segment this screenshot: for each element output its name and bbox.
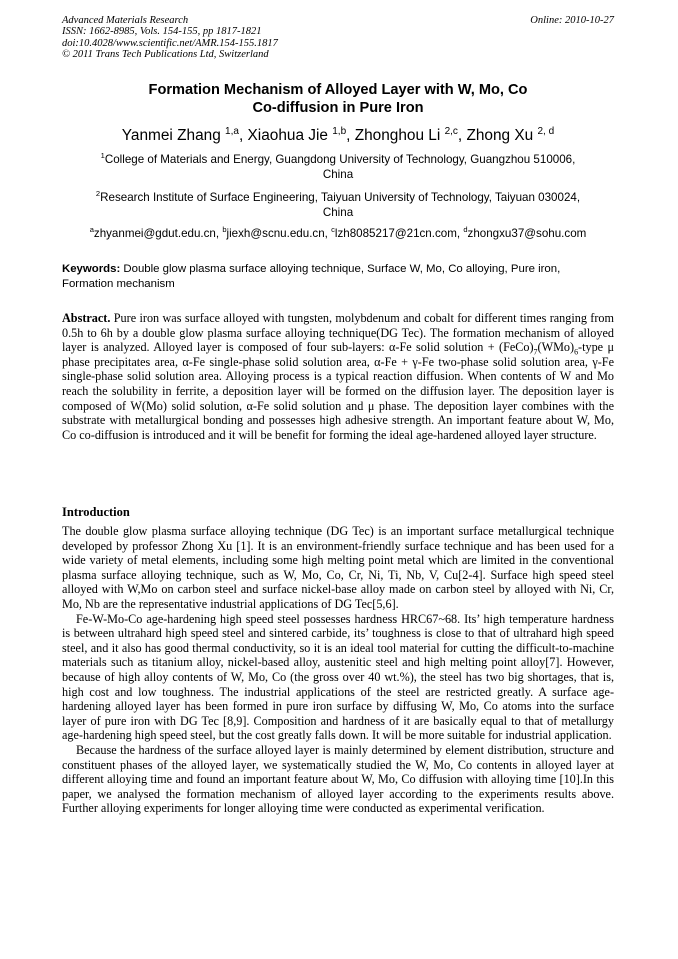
keywords-section xyxy=(62,262,614,292)
author-list: Yanmei Zhang $^{1,a}$, Xiaohua Jie $^{1,b}$, Zhonghou Li $^{2,c}$, Zhong Xu $^{2, d}$ xyxy=(121,125,555,144)
doi-line: doi:10.4028/www.scientific.net/AMR.154-155.1817 xyxy=(62,37,278,49)
introduction-body xyxy=(62,524,614,816)
keywords-label: Keywords: xyxy=(62,263,121,275)
intro-paragraph: Because the hardness of the surface alloyed layer is mainly determined by element distribution, structure and constituent phases of the alloyed layer, we systematically studied the W, Mo, Co contents in alloyed layer at different alloying time and found an important feature about W, Mo, Co diffusion with alloying time [10].In this paper, we analysed the formation mechanism of alloyed layer according to the experiments results above. Further alloying experiments for longer alloying time were conducted as experimental verification. xyxy=(62,742,614,816)
abstract-label: Abstract. xyxy=(62,311,111,325)
author-name: Zhonghou Li xyxy=(354,127,441,144)
abstract-text-3: -type μ phase precipitates area, α-Fe single-phase solid solution area, α-Fe + γ-Fe two-phase solid solution area, γ-Fe single-phase solid solution area. Alloying process is a typical reaction diffusion. When contents of W and Mo reach the solubility in ferrite, a deposition layer will be formed on the diffusion layer. The deposition layer is composed of W(Mo) solid solution, α-Fe solid solution and μ phase. The deposition layer combines with the substrate with metallurgical bonding and possesses high adhesive strength. An important feature about W, Mo, Co co-diffusion is introduced and it will be benefit for forming the ideal age-hardened alloyed layer structure. xyxy=(62,340,614,442)
author-affil-sup: 2, d xyxy=(537,125,555,137)
online-date: Online: 2010-10-27 xyxy=(530,15,614,26)
issn-line: ISSN: 1662-8985, Vols. 154-155, pp 1817-1821 xyxy=(62,26,262,38)
journal-name: Advanced Materials Research xyxy=(62,15,189,26)
email-address[interactable]: lzh8085217@21cn.com xyxy=(334,227,457,240)
author-name: Xiaohua Jie xyxy=(247,127,328,144)
title-line-2: Co-diffusion in Pure Iron xyxy=(252,99,424,116)
intro-paragraph: The double glow plasma surface alloying technique (DG Tec) is an important surface metallurgical technique developed by professor Zhong Xu [1]. It is an environment-friendly surface technique and has been used for a wide variety of metal elements, including some high melting point metal which are limited in the conventional plasma surface alloying technique, such as W, Mo, Co, Cr, Ni, Ti, Nb, V, Cu[2-4]. Surface high speed steel alloyed with W,Mo on carbon steel and surface nickel-base alloy made on carbon steel by alloyed with Ni, Cr, Mo, Nb are the representative industrial applications of DG Tec[5,6]. xyxy=(62,524,614,611)
author-name: Yanmei Zhang xyxy=(121,127,221,144)
affil-sup: 2 xyxy=(95,189,101,199)
abstract-text-1: Pure iron was surface alloyed with tungsten, molybdenum and cobalt for different times ranging from 0.5h to 6h by a double glow plasma surface alloying technique(DG Tec). The formation mechanism of alloyed layer is analyzed. Alloyed layer is composed of four sub-layers: α-Fe solid solution + (FeCo) xyxy=(62,311,614,355)
abstract-text-2: (WMo) xyxy=(537,340,575,355)
affil-sup: 1 xyxy=(100,151,105,161)
intro-paragraph: Fe-W-Mo-Co age-hardening high speed steel possesses hardness HRC67~68. Its’ high temperature hardness is between ultrahard high speed steel and sintered carbide, its’ toughness is close to that of ultrahard high speed steel, and it also has good thermal conductivity, so it is an ideal tool material for cutting the difficult-to-machine materials such as titanium alloy, nickel-based alloy, austenitic steel and high melting point alloy[7]. However, because of high alloy contents of W, Mo, Co (the gross over 40 wt.%), the steel has two big shortages, that is, high cost and low toughness. The industrial applications of the steel are restricted greatly. A surface age-hardening alloyed layer has been formed in pure iron surface by diffusing W, Mo, Co atoms into the surface layer of pure iron with DG Tec [8,9]. Composition and hardness of it are basically equal to that of metallurgy age-hardening high speed steel, but the cost greatly falls down. It will be more suitable for industrial application. xyxy=(62,611,614,743)
email-list: $^a$zhyanmei@gdut.edu.cn, $^b$jiexh@scnu.edu.cn, $^c$lzh8085217@21cn.com, $^d$zhongxu37@sohu.com xyxy=(89,225,587,240)
paper-title xyxy=(62,82,614,117)
publication-header xyxy=(62,15,614,61)
affil-country: China xyxy=(322,167,354,181)
email-sup: a xyxy=(89,225,94,235)
affil-line: Research Institute of Surface Engineering, Taiyuan University of Technology, Taiyuan 030024, xyxy=(100,191,581,204)
keywords-text: Double glow plasma surface alloying technique, Surface W, Mo, Co alloying, Pure iron, Formation mechanism xyxy=(62,263,561,290)
affiliation-2 xyxy=(62,191,614,220)
author-name: Zhong Xu xyxy=(466,127,534,144)
affil-country: China xyxy=(322,205,354,219)
author-affil-sup: 1,b xyxy=(332,125,347,137)
abstract-section xyxy=(62,311,614,442)
title-line-1: Formation Mechanism of Alloyed Layer with W, Mo, Co xyxy=(148,82,528,98)
affiliation-1 xyxy=(62,153,614,182)
email-sup: b xyxy=(222,225,227,235)
affil-line: College of Materials and Energy, Guangdong University of Technology, Guangzhou 510006, xyxy=(104,153,576,166)
email-address[interactable]: jiexh@scnu.edu.cn xyxy=(226,227,325,240)
email-address[interactable]: zhyanmei@gdut.edu.cn xyxy=(93,227,216,240)
email-sup: d xyxy=(463,225,468,235)
abstract-sub-2: 6 xyxy=(574,347,579,357)
author-affil-sup: 1,a xyxy=(225,125,239,137)
copyright-line: © 2011 Trans Tech Publications Ltd, Switzerland xyxy=(62,49,269,61)
email-address[interactable]: zhongxu37@sohu.com xyxy=(467,227,587,240)
email-sup: c xyxy=(331,225,335,235)
author-affil-sup: 2,c xyxy=(444,125,458,137)
abstract-sub-1: 7 xyxy=(533,347,538,357)
introduction-heading: Introduction xyxy=(62,505,130,519)
